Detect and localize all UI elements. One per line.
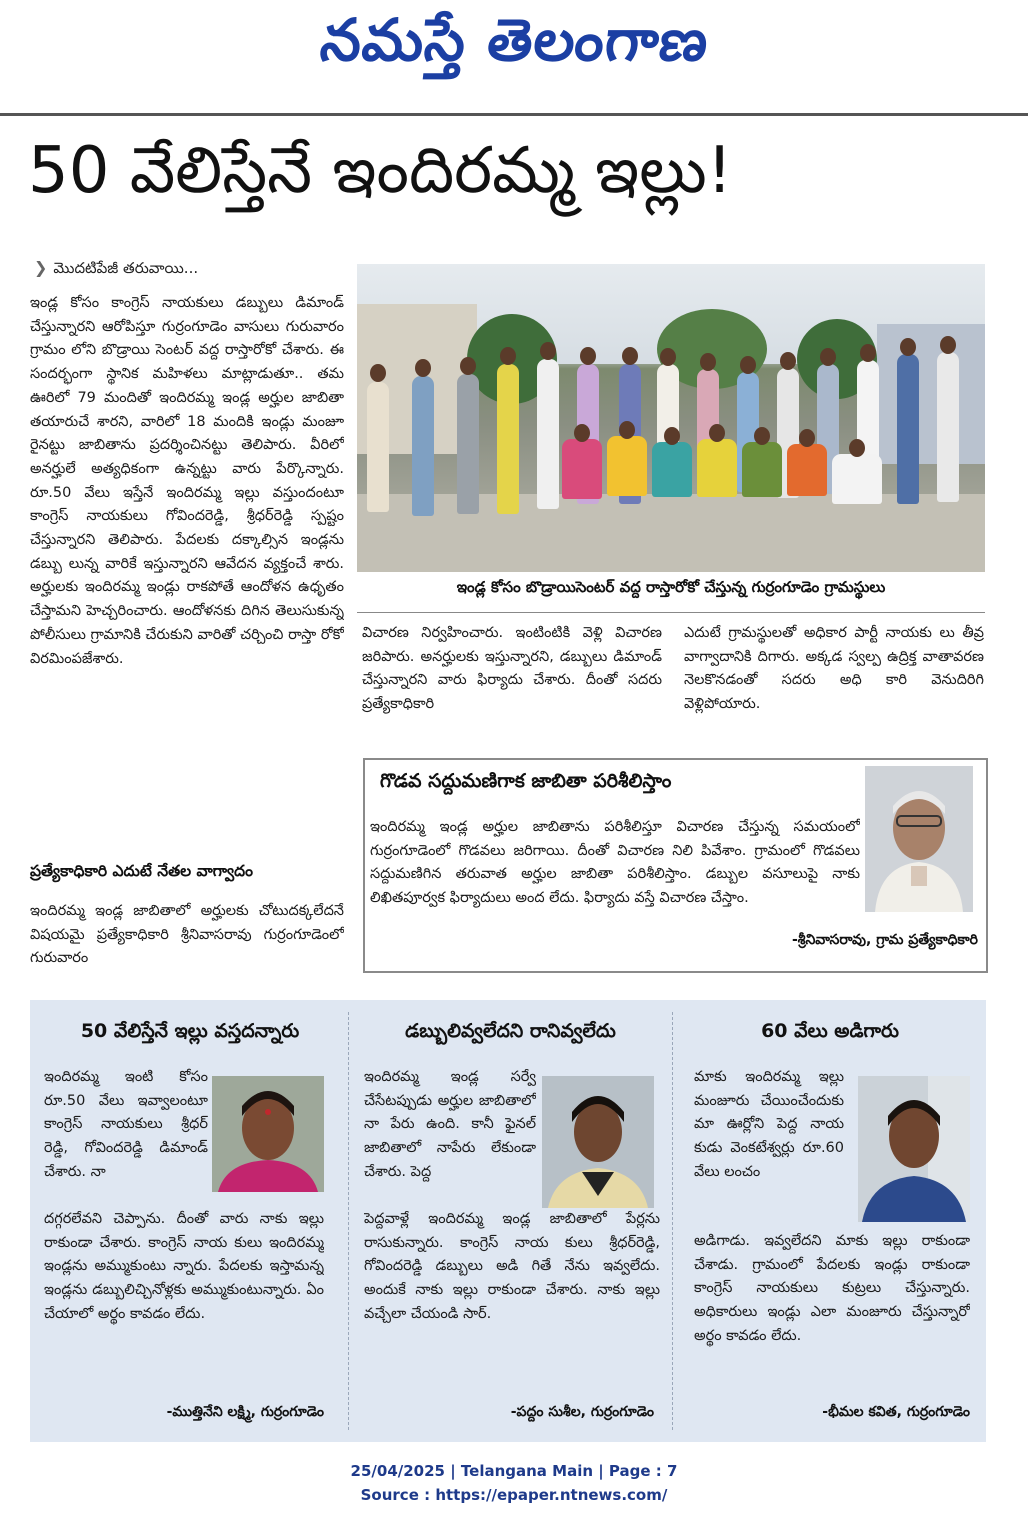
testimonial-3-signature: -భీమల కవిత, గుర్రంగూడెం: [822, 1404, 970, 1420]
story-subhead: ప్రత్యేకాధికారి ఎదుటే నేతల వాగ్వాదం: [30, 862, 253, 880]
caption-divider: [357, 612, 985, 613]
testimonial-2-title: డబ్బులివ్వలేదని రానివ్వలేదు: [405, 1020, 616, 1042]
chevron-right-icon: ❯: [34, 258, 48, 277]
testimonial-1-text-top: ఇందిరమ్మ ఇంటి కోసం రూ.50 వేలు ఇవ్వాలంటూ కాంగ్రెస్ నాయకులు శ్రీధర్ రెడ్డి, గోవిందరెడ్డి డిమాండ్ చేశారు. నా: [44, 1069, 208, 1180]
masthead-divider: [0, 113, 1028, 116]
continued-label: [34, 258, 344, 284]
headline: 50 వేలిస్తేనే ఇందిరమ్మ ఇల్లు!: [28, 134, 733, 208]
official-quote-signature: -శ్రీనివాసరావు, గ్రామ ప్రత్యేకాధికారి: [791, 932, 978, 948]
footer-dateline-text: 25/04/2025 | Telangana Main | Page : 7: [350, 1462, 678, 1480]
masthead: [0, 0, 1028, 100]
testimonial-1-signature: -ముత్తినేని లక్ష్మి, గుర్రంగూడెం: [166, 1404, 324, 1420]
photo-caption: ఇండ్ల కోసం బొడ్రాయిసెంటర్ వద్ద రాస్తారోకో చేస్తున్న గుర్రంగూడెం గ్రామస్థులు: [456, 578, 886, 596]
story-column-1-continued: ఇందిరమ్మ ఇండ్ల జాబితాలో అర్హులకు చోటుదక్కలేదనే విషయమై ప్రత్యేకాధికారి శ్రీనివాసరావు గుర్రంగూడెంలో గురువారం: [30, 903, 344, 967]
panel-divider-2: [672, 1012, 673, 1430]
testimonial-3-title: 60 వేలు అడిగారు: [761, 1020, 899, 1042]
newspaper-logo: నమస్తే తెలంగాణ: [317, 6, 713, 74]
testimonial-2-signature: -పద్దం సుశీల, గుర్రంగూడెం: [510, 1404, 654, 1420]
testimonial-1-text-bottom: దగ్గరలేవని చెప్పాను. దీంతో వారు నాకు ఇల్లు రాకుండా చేశారు. కాంగ్రెస్ నాయ కులు ఇందిరమ్మ ఇండ్లను అమ్ముకుంటు న్నారు. పేదలకు ఇస్తామన్న ఇండ్లను డబ్బులిచ్చినోళ్లకు అమ్ముకుంటున్నారు. ఏం చేయాలో అర్థం కావడం లేదు.: [44, 1211, 324, 1322]
official-portrait: [865, 766, 973, 912]
official-quote-text: ఇందిరమ్మ ఇండ్ల అర్హుల జాబితాను పరిశీలిస్తూ విచారణ చేస్తున్న సమయంలో గుర్రంగూడెంలో గొడవలు జరిగాయి. దీంతో విచారణ నిలి పివేశాం. గ్రామంలో గొడవలు సద్దుమణిగిన తరువాత అర్హుల జాబితా పరిశీలిస్తాం. డబ్బుల వసూలుపై నాకు లిఖితపూర్వక ఫిర్యాదులు అంద లేదు. ఫిర్యాదు వస్తే విచారణ చేస్తాం.: [370, 819, 860, 907]
testimonial-3-portrait: [858, 1076, 970, 1222]
testimonial-3-text-top: మాకు ఇందిరమ్మ ఇల్లు మంజూరు చేయించేందుకు మా ఊర్లోని పెద్ద నాయ కుడు వెంకటేశ్వర్లు రూ.60 వేలు లంచం: [694, 1069, 844, 1180]
story-column-3: ఎదుటే గ్రామస్థులతో అధికార పార్టీ నాయకు లు తీవ్ర వాగ్వాదానికి దిగారు. అక్కడ స్వల్ప ఉద్రిక్త వాతావరణ నెలకొనడంతో సదరు అధి కారి వెనుదిరిగి వెళ్లిపోయారు.: [684, 625, 984, 713]
story-column-2: విచారణ నిర్వహించారు. ఇంటింటికి వెళ్లి విచారణ జరిపారు. అనర్హులకు ఇస్తున్నారని, డబ్బులు డిమాండ్ చేస్తున్నారని వారు ఫిర్యాదు చేశారు. దీంతో సదరు ప్రత్యేకాధికారి: [362, 625, 662, 713]
continued-text: మొదటిపేజీ తరువాయి...: [53, 259, 199, 277]
footer-source-link[interactable]: Source : https://epaper.ntnews.com/: [360, 1486, 668, 1504]
testimonial-1-portrait: [212, 1076, 324, 1192]
footer-dateline: [0, 1462, 1028, 1484]
testimonial-1-title: 50 వేలిస్తేనే ఇల్లు వస్తదన్నారు: [80, 1020, 300, 1042]
testimonial-2-portrait: [542, 1076, 654, 1208]
testimonial-3-text-bottom: అడిగాడు. ఇవ్వలేదని మాకు ఇల్లు రాకుండా చేశాడు. గ్రామంలో పేదలకు ఇండ్లు రాకుండా కాంగ్రెస్ నాయకులు కుట్రలు చేస్తున్నారు. అధికారులు ఇండ్లు ఎలా మంజూరు చేస్తున్నారో అర్థం కావడం లేదు.: [694, 1233, 970, 1344]
official-quote-title: గొడవ సద్దుమణిగాక జాబితా పరిశీలిస్తాం: [380, 770, 672, 792]
testimonial-2-text-bottom: పెద్దవాళ్లే ఇందిరమ్మ ఇండ్ల జాబితాలో పేర్లను రాసుకున్నారు. కాంగ్రెస్ నాయ కులు శ్రీధర్‌రెడ్డి, గోవిందరెడ్డి డబ్బులు అడి గితే నేను ఇవ్వలేదు. అందుకే నాకు ఇల్లు రాకుండా చేశారు. నాకు ఇల్లు వచ్చేలా చేయండి సార్.: [364, 1211, 660, 1322]
panel-divider-1: [348, 1012, 349, 1430]
testimonial-2-text-top: ఇందిరమ్మ ఇండ్ల సర్వే చేసేటప్పుడు అర్హుల జాబితాలో నా పేరు ఉంది. కానీ ఫైనల్ జాబితాలో నాపేరు లేకుండా చేశారు. పెద్ద: [364, 1069, 536, 1180]
protest-photo: [357, 264, 985, 572]
story-column-1: ఇండ్ల కోసం కాంగ్రెస్ నాయకులు డబ్బులు డిమాండ్ చేస్తున్నారని ఆరోపిస్తూ గుర్రంగూడెం వాసులు గురువారం గ్రామం లోని బొడ్రాయి సెంటర్ వద్ద రాస్తారోకో చేశారు. ఈ సందర్భంగా స్థానిక మహిళలు మాట్లాడుతూ.. తమ ఊరిలో 79 మందితో ఇందిరమ్మ ఇండ్ల అర్హుల జాబితా తయారుచే శారని, వారిలో 18 మందికి ఇండ్లు మంజూ రైనట్టు జాబితాను ప్రదర్శించినట్టు తెలిపారు. వీరిలో అనర్హులే అత్యధికంగా ఉన్నట్టు వారు పేర్కొన్నారు. రూ.50 వేలు ఇస్తేనే ఇందిరమ్మ ఇల్లు వస్తుందంటూ కాంగ్రెస్ నాయకులు గోవిందరెడ్డి, శ్రీధర్‌రెడ్డి స్పష్టం చేస్తున్నారని తెలిపారు. పేదలకు దక్కాల్సిన ఇండ్లను డబ్బు లున్న వారికే ఇస్తున్నారని ఆవేదన వ్యక్తంచే శారు. అర్హులకు ఇందిరమ్మ ఇండ్లు రాకపోతే ఆందోళన ఉధృతం చేస్తామని హెచ్చరించారు. ఆందోళనకు దిగిన తెలుసుకున్న పోలీసులు గ్రామానికి చేరుకుని వారితో చర్చించి రాస్తా రోకో విరమింపజేశారు.: [30, 295, 344, 667]
footer-source: [0, 1486, 1028, 1508]
